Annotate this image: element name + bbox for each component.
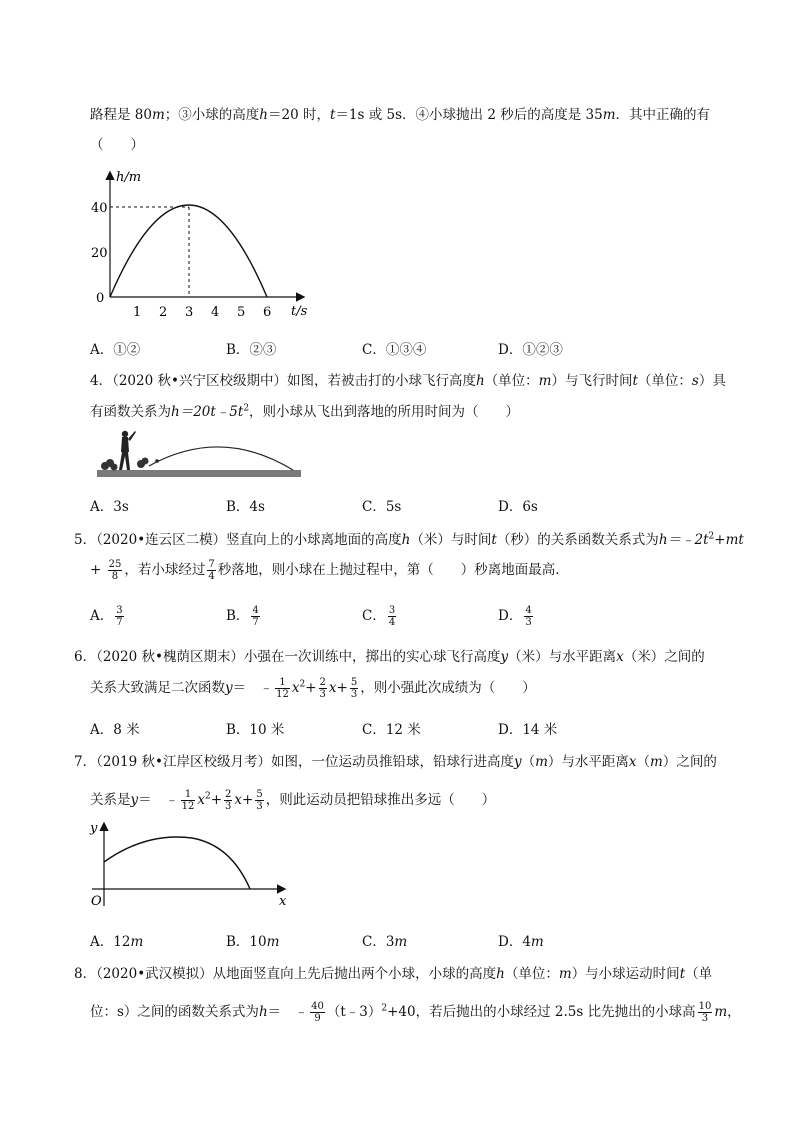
text: 2: [299, 679, 306, 690]
denominator: 3: [701, 1013, 709, 1024]
numerator: 4: [525, 605, 532, 616]
q6-line2: [90, 676, 536, 700]
text: h: [401, 532, 411, 548]
text: m: [538, 373, 552, 389]
text: y: [500, 649, 509, 665]
text: ，则此运动员把铅球推出多远（ ）: [265, 792, 496, 808]
option-a[interactable]: [90, 604, 226, 628]
numerator: 2: [225, 789, 232, 800]
text: ）与水平距离: [547, 754, 629, 770]
text: 2: [205, 791, 211, 802]
text: ＝ ﹣: [138, 792, 179, 808]
text: 有函数关系为: [90, 404, 171, 420]
text: （t﹣3）: [326, 1004, 382, 1020]
option-d[interactable]: D．14 米: [498, 722, 558, 738]
denominator: 12: [276, 689, 289, 700]
denominator: 7: [252, 617, 259, 628]
q3-parabola-graph: [85, 165, 315, 325]
text: +mt: [714, 532, 744, 548]
text: （: [521, 754, 536, 770]
option-c[interactable]: [362, 604, 498, 628]
numerator: 3: [388, 605, 396, 616]
text: t: [329, 107, 336, 123]
fraction: [350, 677, 358, 700]
fraction: [275, 677, 290, 700]
option-b[interactable]: [226, 930, 362, 950]
text: 秒落地，则小球在上抛过程中，第（ ）秒离地面最高．: [217, 562, 569, 578]
text: +: [90, 562, 102, 578]
origin-label: 0: [96, 291, 105, 306]
x-tick-label: 5: [237, 305, 246, 320]
option-b[interactable]: [226, 604, 362, 628]
x-tick-label: 6: [263, 305, 272, 320]
q6-line1: [74, 645, 705, 665]
fraction: [319, 677, 327, 700]
option-a[interactable]: A．①②: [90, 342, 141, 358]
y-tick-label: 20: [91, 246, 108, 261]
text: C．3: [362, 934, 395, 950]
option-a[interactable]: A．3s: [90, 499, 129, 515]
denominator: 8: [111, 571, 119, 582]
text: 8．（2020•武汉模拟）从地面竖直向上先后抛出两个小球，小球的高度: [74, 966, 497, 982]
numerator: 40: [311, 1001, 324, 1012]
option-d[interactable]: [498, 604, 634, 628]
numerator: 4: [252, 605, 259, 616]
text: +: [210, 792, 223, 808]
text: （单位：: [637, 373, 692, 389]
q3-options: [90, 338, 710, 358]
text: 6．（2020 秋•槐荫区期末）小强在一次训练中，掷出的实心球飞行高度: [74, 649, 501, 665]
option-b[interactable]: B．②③: [226, 342, 277, 358]
fraction: [207, 559, 215, 582]
text: m: [266, 934, 280, 950]
text: s: [691, 373, 699, 389]
x-tick-label: 4: [211, 305, 220, 320]
text: B．: [226, 608, 250, 624]
numerator: 5: [256, 789, 263, 800]
text: （米）之间的: [623, 649, 705, 665]
text: 关系是: [90, 792, 131, 808]
q7-line2: [90, 788, 495, 812]
text: h: [259, 107, 268, 123]
x-tick-label: 2: [159, 305, 168, 320]
denominator: 3: [319, 689, 326, 700]
q7-line1: [74, 750, 717, 770]
option-b[interactable]: B．10 米: [226, 722, 285, 738]
text: m: [714, 1004, 728, 1020]
formula: h＝﹣2t: [658, 532, 709, 548]
text: y: [225, 680, 233, 696]
text: D．: [498, 608, 523, 624]
text: m: [558, 966, 572, 982]
text: ）之间的: [662, 754, 717, 770]
fraction: [698, 1001, 713, 1024]
text: 2: [708, 531, 715, 542]
text: h: [496, 966, 505, 982]
numerator: 1: [275, 677, 290, 689]
option-c[interactable]: C．12 米: [362, 722, 421, 738]
text: ，: [727, 1004, 741, 1020]
text: A．12: [90, 934, 131, 950]
q8-line1: [74, 962, 712, 982]
numerator: 1: [181, 789, 196, 801]
text: 路程是 80: [90, 107, 152, 123]
option-a[interactable]: [90, 930, 226, 950]
text: t: [632, 373, 638, 389]
option-c[interactable]: [362, 930, 498, 950]
text: ．其中正确的有: [615, 107, 710, 123]
text: 7．（2019 秋•江岸区校级月考）如图，一位运动员推铅球，铅球行进高度: [74, 754, 514, 770]
option-d[interactable]: D．①②③: [498, 342, 563, 358]
text: （米）与水平距离: [508, 649, 617, 665]
formula: h＝20t﹣5t: [171, 404, 244, 420]
denominator: 3: [350, 689, 358, 700]
text: （: [636, 754, 651, 770]
text: +: [336, 680, 348, 696]
fraction: [251, 605, 259, 628]
text: m: [130, 934, 144, 950]
text: x: [234, 792, 243, 808]
text: ，则小强此次成绩为（ ）: [360, 680, 536, 696]
x-tick-label: 1: [133, 305, 142, 320]
text: h: [475, 373, 485, 389]
q7-options: [90, 930, 710, 950]
text: ）具: [698, 373, 726, 389]
text: （米）与时间: [410, 532, 492, 548]
text: 位：s）之间的函数关系式为: [90, 1004, 259, 1020]
text: （单位：: [484, 373, 539, 389]
text: （单位：: [504, 966, 559, 982]
origin-label: O: [91, 894, 102, 909]
text: t: [679, 966, 686, 982]
option-d[interactable]: [498, 930, 634, 950]
text: x: [197, 792, 205, 808]
text: m: [535, 754, 548, 770]
text: x: [291, 680, 300, 696]
y-tick-label: 40: [91, 201, 108, 216]
text: y: [130, 792, 139, 808]
text: h: [258, 1004, 268, 1020]
ground-bar: [97, 470, 301, 477]
q5-options: [90, 604, 710, 628]
numerator: 3: [116, 605, 123, 616]
trajectory-curve: [104, 837, 250, 889]
fraction: [310, 1001, 325, 1024]
text: m: [650, 754, 663, 770]
text: ）与飞行时间: [551, 373, 633, 389]
text: C．: [362, 608, 386, 624]
text: +: [242, 792, 254, 808]
q3-line2: （ ）: [90, 137, 144, 153]
option-a[interactable]: A．8 米: [90, 722, 140, 738]
text: ）与小球运动时间: [571, 966, 680, 982]
denominator: 12: [181, 801, 195, 812]
option-c[interactable]: C．5s: [362, 499, 402, 515]
text: 关系大致满足二次函数: [90, 680, 225, 696]
text: ；③小球的高度: [164, 107, 260, 123]
text: m: [394, 934, 408, 950]
text: y: [513, 754, 522, 770]
ball-icon: [155, 459, 159, 463]
numerator: 10: [698, 1001, 712, 1012]
text: （秒）的关系函数关系式为: [496, 532, 659, 548]
q4-line1: [90, 369, 726, 389]
text: x: [616, 649, 624, 665]
fraction: [524, 605, 532, 628]
numerator: 25: [108, 559, 122, 570]
q7-shotput-graph: [86, 818, 296, 910]
text: 2: [243, 403, 250, 414]
denominator: 9: [314, 1013, 321, 1024]
ball-trajectory: [149, 447, 293, 470]
denominator: 4: [388, 617, 396, 628]
q3-line1: [90, 103, 710, 123]
text: ，若小球经过: [124, 562, 206, 578]
numerator: 7: [208, 559, 215, 570]
x-axis-label: t/s: [291, 304, 308, 319]
text: ＝ ﹣: [267, 1004, 309, 1020]
q4-line2: [90, 400, 519, 420]
q5-line2: [90, 558, 569, 582]
y-axis-label: h/m: [116, 170, 142, 185]
fraction: [255, 789, 263, 812]
text: x: [628, 754, 637, 770]
text: t: [491, 532, 497, 548]
fraction: [181, 789, 196, 812]
numerator: 2: [319, 677, 326, 688]
golf-illustration: [95, 426, 305, 482]
denominator: 3: [225, 801, 232, 812]
text: （单: [685, 966, 713, 982]
fraction: [224, 789, 232, 812]
fraction: [115, 605, 123, 628]
q8-line2: [90, 1000, 741, 1024]
option-c[interactable]: C．①③④: [362, 342, 427, 358]
text: ＝1s 或 5s．④小球抛出 2 秒后的高度是 35: [335, 107, 603, 123]
fraction: [108, 559, 123, 582]
text: D．4: [498, 934, 531, 950]
text: m: [530, 934, 544, 950]
denominator: 4: [208, 571, 215, 582]
golfer-icon: [119, 431, 136, 470]
x-axis-label: x: [279, 894, 287, 909]
text: 5．（2020•连云区二模）竖直向上的小球离地面的高度: [74, 532, 402, 548]
y-axis-label: y: [90, 821, 98, 836]
text: B．10: [226, 934, 267, 950]
text: ＝ ﹣: [232, 680, 274, 696]
text: 2: [381, 1003, 388, 1014]
text: +40，若后抛出的小球经过 2.5s 比先抛出的小球高: [387, 1004, 696, 1020]
q5-line1: [74, 528, 744, 548]
text: x: [328, 680, 337, 696]
text: ，则小球从飞出到落地的所用时间为（ ）: [249, 404, 520, 420]
text: +: [305, 680, 317, 696]
option-d[interactable]: D．6s: [498, 499, 538, 515]
shrub-icon: [101, 458, 149, 471]
q6-options: [90, 718, 710, 738]
text: ＝20 时，: [268, 107, 330, 123]
denominator: 3: [525, 617, 532, 628]
text: m: [602, 107, 616, 123]
option-b[interactable]: B．4s: [226, 499, 265, 515]
fraction: [388, 605, 396, 628]
text: A．: [90, 608, 114, 624]
denominator: 3: [256, 801, 263, 812]
denominator: 7: [116, 617, 123, 628]
q4-options: [90, 495, 710, 515]
text: m: [151, 107, 165, 123]
numerator: 5: [350, 677, 358, 688]
text: 4．（2020 秋•兴宁区校级期中）如图，若被击打的小球飞行高度: [90, 373, 476, 389]
x-tick-label: 3: [185, 305, 194, 320]
